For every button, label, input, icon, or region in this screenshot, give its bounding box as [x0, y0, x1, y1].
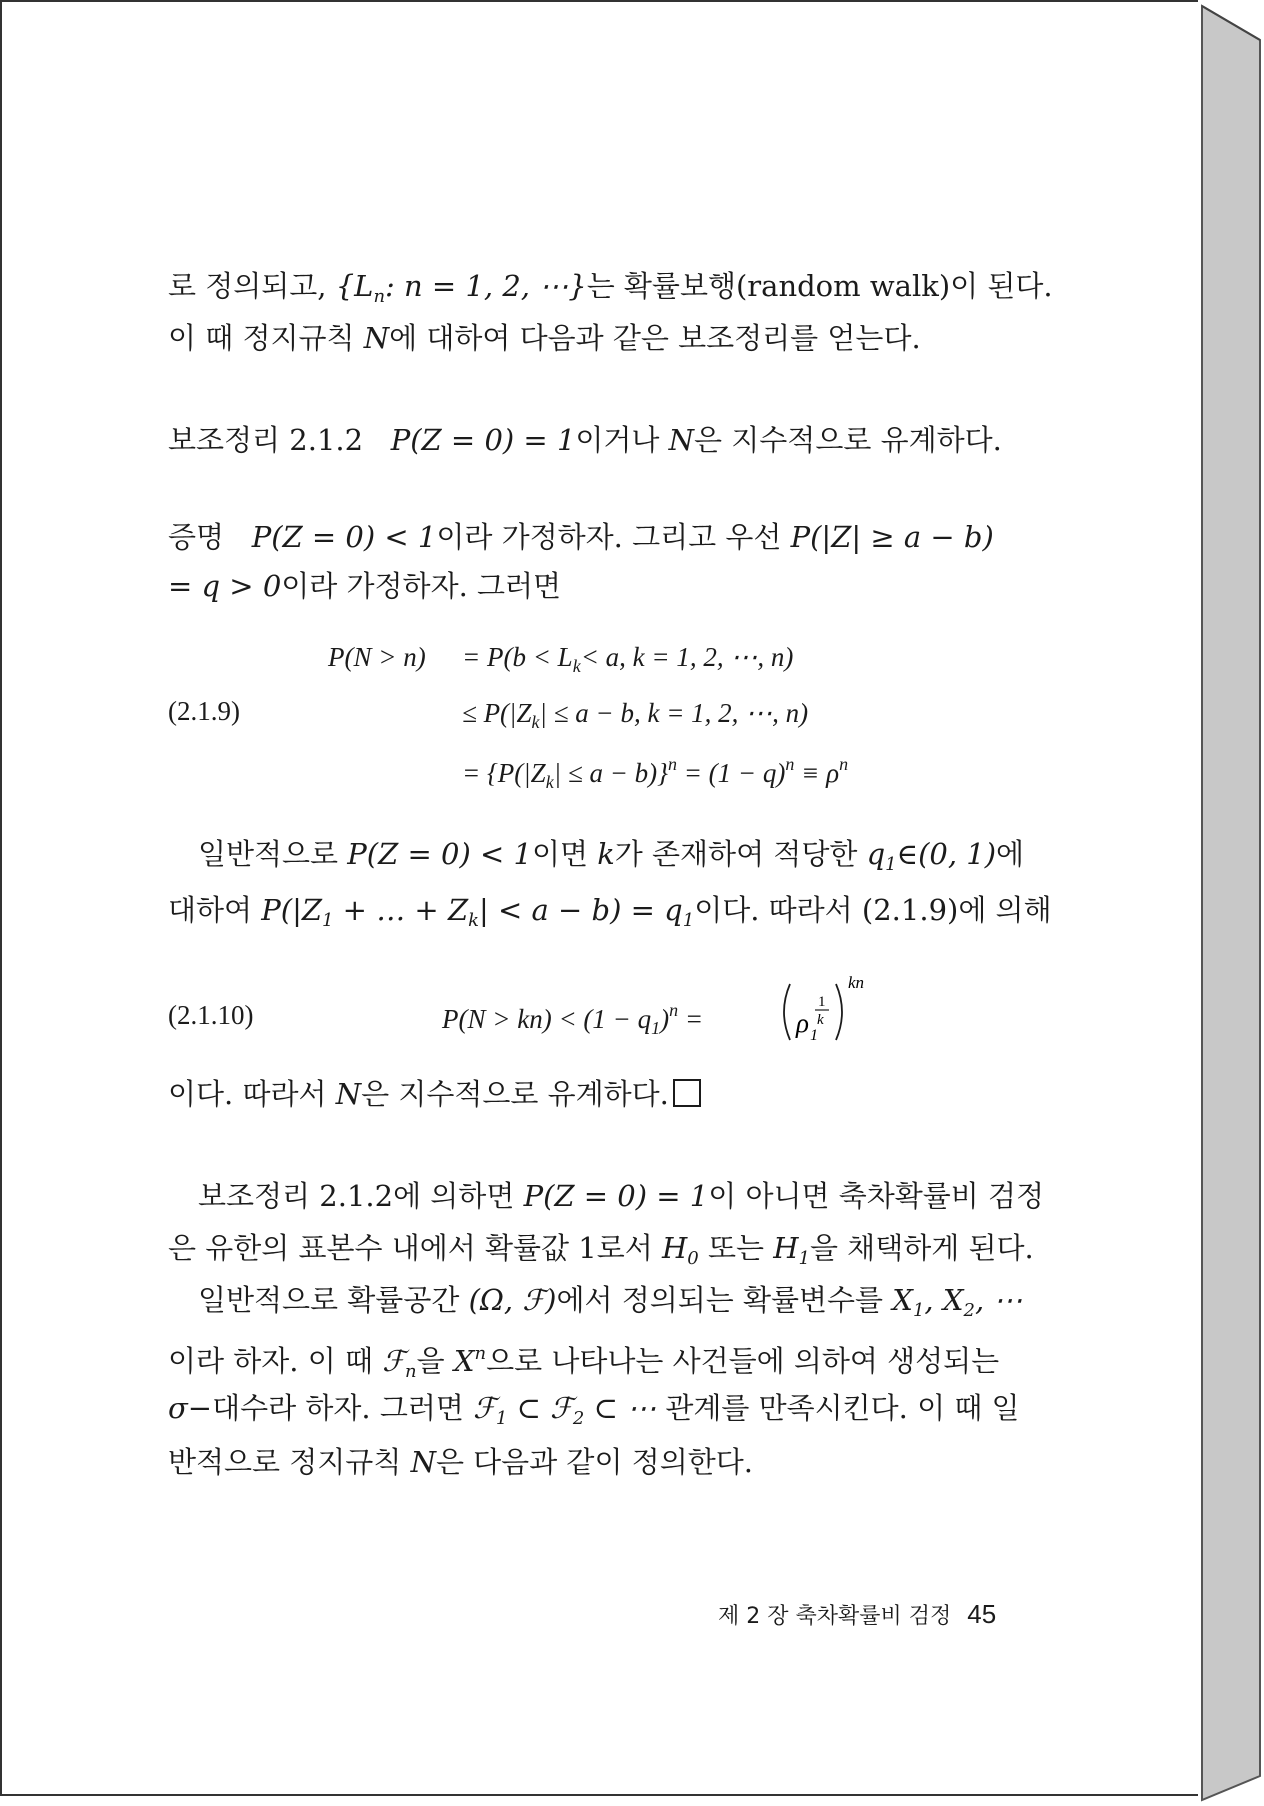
math: P(Z = 0) < 1 [347, 837, 532, 871]
text-line [198, 1176, 1044, 1216]
math: ≤ P(|Z [462, 698, 532, 728]
math: (Ω, ℱ) [468, 1283, 557, 1317]
math-sup: n [667, 754, 677, 774]
math: : n = 1, 2, ⋯} [385, 269, 587, 303]
outer-exponent: kn [848, 973, 865, 992]
lemma-line [168, 420, 1002, 460]
proof-label: 증명 [168, 520, 225, 554]
math: {L [335, 269, 374, 303]
text-line [168, 1334, 999, 1392]
text-line [168, 1228, 1034, 1279]
math-sub: k [531, 712, 540, 732]
proof-line [168, 566, 561, 606]
text: 대하여 [168, 893, 262, 927]
page-number: 45 [967, 1599, 997, 1629]
math: = P(b < L [462, 642, 573, 672]
text: 은 다음과 같이 정의한다. [435, 1445, 753, 1479]
lemma-label: 보조정리 2.1.2 [168, 423, 364, 457]
math-sub: 1 [912, 1300, 925, 1321]
math-sub: k [572, 656, 581, 676]
math-sub: 0 [687, 1248, 699, 1269]
math: ≡ ρ [794, 758, 840, 788]
math: P(Z = 0) = 1 [390, 423, 576, 457]
math: P(N > n) [328, 642, 426, 672]
math-sub: 1 [322, 910, 334, 931]
text-line [198, 834, 1024, 885]
math: P(Z = 0) < 1 [251, 520, 437, 554]
fraction-denominator: k [817, 1012, 824, 1028]
left-paren [784, 984, 790, 1040]
equation-row [462, 642, 793, 677]
text-line [168, 1442, 753, 1482]
math-sub: 1 [495, 1408, 508, 1429]
math-sup: n [669, 1000, 679, 1020]
math-sub: n [373, 286, 386, 307]
equation-row [462, 698, 808, 733]
text: 또는 [698, 1231, 774, 1265]
math: ℱ [473, 1391, 496, 1425]
equation-row [462, 754, 848, 793]
text-line [168, 890, 1052, 941]
math: σ [168, 1391, 188, 1425]
text: 이 아니면 축차확률비 검정 [708, 1179, 1045, 1213]
math-sup: n [785, 754, 795, 774]
text: 이라 가정하자. 그러면 [281, 569, 562, 603]
math: X [453, 1344, 475, 1378]
math: P(N > kn) < (1 − q [442, 1004, 652, 1034]
math: , X [924, 1283, 964, 1317]
text: 이면 [531, 837, 598, 871]
math: H [661, 1231, 688, 1265]
text: 이 때 정지규칙 [168, 321, 364, 355]
text: 는 확률보행(random walk)이 된다. [586, 269, 1053, 303]
math-sub: n [405, 1361, 417, 1382]
text: 을 채택하게 된다. [809, 1231, 1034, 1265]
chapter-title: 제 2 장 축차확률비 검정 [718, 1604, 952, 1629]
math: < a, k = 1, 2, ⋯, n) [580, 642, 794, 672]
math-sub: 2 [572, 1408, 585, 1429]
text: 은 지수적으로 유계하다. [361, 1077, 669, 1111]
math-sub: 1 [885, 854, 897, 875]
math: ) [660, 1004, 670, 1034]
text: 으로 나타나는 사건들에 의하여 생성되는 [486, 1344, 1000, 1378]
math: = [678, 1004, 704, 1034]
math: | ≤ a − b, k = 1, 2, ⋯, n) [539, 698, 809, 728]
text: 은 지수적으로 유계하다. [694, 423, 1002, 457]
text: 을 [416, 1344, 454, 1378]
math: H [773, 1231, 799, 1265]
text-line [198, 1280, 1022, 1331]
text-line [168, 318, 921, 358]
power-expression [772, 970, 882, 1050]
math: N [363, 321, 390, 355]
math-sub: k [468, 910, 480, 931]
text: 로 정의되고, [168, 269, 336, 303]
equation-number: (2.1.9) [168, 696, 240, 726]
text: 이라 하자. 이 때 [168, 1344, 383, 1378]
math: P(|Z [261, 893, 323, 927]
rho-symbol: ρ [796, 1008, 809, 1038]
math: q [866, 837, 886, 871]
text: 이라 가정하자. 그리고 우선 [436, 520, 791, 554]
text: 은 유한의 표본수 내에서 확률값 1로서 [168, 1231, 662, 1265]
math: P(|Z| ≥ a − b) [790, 520, 994, 554]
math-sub: 1 [651, 1018, 661, 1038]
math: N [668, 423, 695, 457]
math: ⊂ ℱ [507, 1391, 573, 1425]
text: 이거나 [575, 423, 669, 457]
math-sub: 1 [682, 910, 695, 931]
book-edge [1198, 0, 1264, 1806]
text: 에 대하여 다음과 같은 보조정리를 얻는다. [389, 321, 921, 355]
text: 일반적으로 [198, 837, 348, 871]
text: 이다. 따라서 [168, 1077, 336, 1111]
right-paren [836, 984, 842, 1040]
math: = q > 0 [168, 569, 282, 603]
math-sub: 1 [798, 1248, 810, 1269]
equation-number: (2.1.10) [168, 1000, 254, 1030]
text: 반적으로 정지규칙 [168, 1445, 411, 1479]
text-line [168, 1074, 701, 1114]
text: 에서 정의되는 확률변수를 [556, 1283, 893, 1317]
math-sup: n [474, 1343, 487, 1364]
math: k [597, 837, 615, 871]
math: X [892, 1283, 913, 1317]
math: N [410, 1445, 436, 1479]
math: + … + Z [333, 893, 469, 927]
math: ⊂ ⋯ [584, 1391, 657, 1425]
math: = (1 − q) [676, 758, 786, 788]
math: = {P(|Z [462, 758, 546, 788]
math: ∈(0, 1) [896, 837, 997, 871]
math: N [335, 1077, 362, 1111]
text: 이다. 따라서 (2.1.9)에 의해 [694, 893, 1052, 927]
qed-box [673, 1079, 701, 1107]
math-sub: k [545, 772, 554, 792]
text: 관계를 만족시킨다. 이 때 일 [656, 1391, 1020, 1425]
math: | < a − b) = q [479, 893, 683, 927]
text: −대수라 하자. 그러면 [187, 1391, 474, 1425]
equation-row [442, 1000, 703, 1039]
fraction-numerator: 1 [818, 994, 826, 1010]
math: , ⋯ [974, 1283, 1023, 1317]
math-sub: 2 [963, 1300, 975, 1321]
equation-row [328, 642, 426, 673]
math: | ≤ a − b)} [553, 758, 668, 788]
text: 에 [996, 837, 1025, 871]
page-footer [718, 1599, 996, 1630]
text: 가 존재하여 적당한 [614, 837, 867, 871]
math: ℱ [382, 1344, 405, 1378]
text-line [168, 266, 1053, 317]
math: P(Z = 0) = 1 [523, 1179, 709, 1213]
rho-sub: 1 [810, 1027, 818, 1044]
text-line [168, 1388, 1020, 1439]
math-sup: n [839, 754, 849, 774]
text: 일반적으로 확률공간 [198, 1283, 469, 1317]
text: 보조정리 2.1.2에 의하면 [198, 1179, 524, 1213]
proof-line [168, 517, 994, 557]
